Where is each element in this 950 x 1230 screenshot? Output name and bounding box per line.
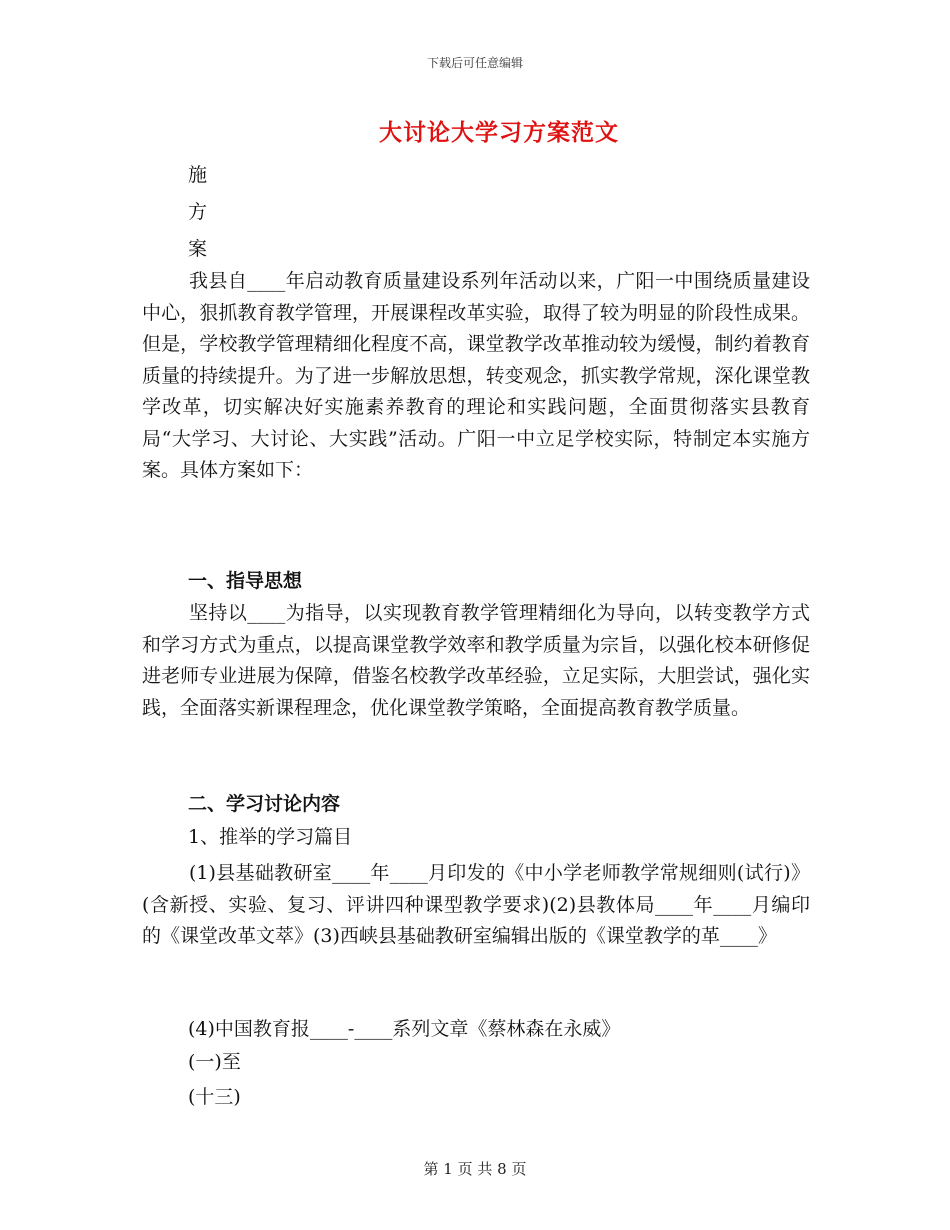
- reading-item-range-end: (十三): [188, 1086, 241, 1108]
- vertical-char-2: 方: [188, 201, 208, 223]
- intro-paragraph: 我县自____年启动教育质量建设系列年活动以来，广阳一中围绕质量建设中心，狠抓教育教学管理，开展课程改革实验，取得了较为明显的阶段性成果。但是，学校教学管理精细化程度不高，课堂教学改革推动较为缓慢，制约着教育质量的持续提升。为了进一步解放思想，转变观念，抓实教学常规，深化课堂教学改革，切实解决好实施素养教育的理论和实践问题，全面贯彻落实县教育局“大学习、大讨论、大实践”活动。广阳一中立足学校实际，特制定本实施方案。具体方案如下：: [142, 270, 810, 481]
- document-title: 大讨论大学习方案范文: [379, 119, 619, 146]
- section1-heading: 一、指导思想: [188, 570, 303, 592]
- section2-subheading: 1、推举的学习篇目: [188, 826, 353, 848]
- header-note: 下载后可任意编辑: [426, 56, 523, 70]
- section1-paragraph: 坚持以____为指导，以实现教育教学管理精细化为导向，以转变教学方式和学习方式为重点，以提高课堂教学效率和教学质量为宗旨，以强化校本研修促进老师专业进展为保障，借鉴名校教学改革经验，立足实际，大胆尝试，强化实践，全面落实新课程理念，优化课堂教学策略，全面提高教育教学质量。: [142, 602, 810, 719]
- vertical-char-3: 案: [188, 238, 208, 260]
- reading-item-range-start: (一)至: [188, 1051, 241, 1073]
- reading-list-paragraph: (1)县基础教研室____年____月印发的《中小学老师教学常规细则(试行)》(含新授、实验、复习、评讲四种课型教学要求)(2)县教体局____年____月编印的《课堂改革文萃》(3)西峡县基础教研室编辑出版的《课堂教学的革____》: [142, 862, 810, 947]
- section2-heading: 二、学习讨论内容: [188, 793, 341, 815]
- reading-item-4: (4)中国教育报____-____系列文章《蔡林森在永威》: [188, 1018, 621, 1040]
- page-footer: 第 1 页 共 8 页: [423, 1160, 527, 1178]
- vertical-char-1: 施: [188, 164, 208, 186]
